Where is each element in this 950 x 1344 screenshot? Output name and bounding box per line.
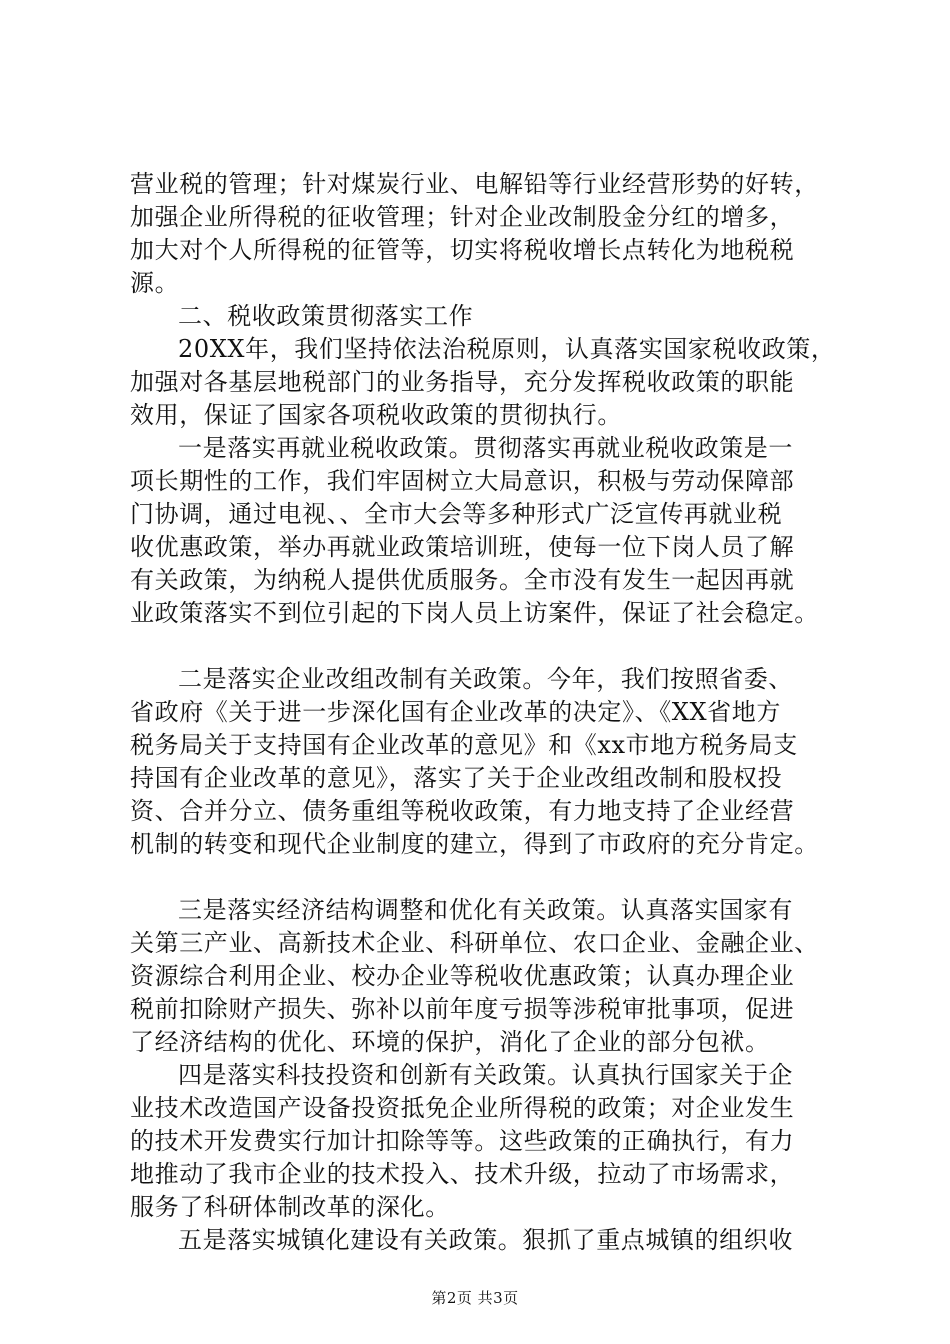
paragraph bbox=[130, 894, 830, 1059]
paragraph-gap bbox=[130, 861, 830, 894]
text-line: 门协调，通过电视、、全市大会等多种形式广泛宣传再就业税 bbox=[130, 500, 783, 528]
page-number: 第2页 共3页 bbox=[431, 1289, 519, 1307]
text-line: 20XX年，我们坚持依法治税原则，认真落实国家税收政策， bbox=[178, 335, 836, 363]
text-line: 四是落实科技投资和创新有关政策。认真执行国家关于企 bbox=[178, 1061, 793, 1089]
text-line: 三是落实经济结构调整和优化有关政策。认真落实国家有 bbox=[178, 896, 793, 924]
text-line: 了经济结构的优化、环境的保护，消化了企业的部分包袱。 bbox=[130, 1028, 770, 1056]
text-line: 收优惠政策，举办再就业政策培训班，使每一位下岗人员了解 bbox=[130, 533, 795, 561]
text-line: 效用，保证了国家各项税收政策的贯彻执行。 bbox=[130, 401, 622, 429]
text-line: 加强对各基层地税部门的业务指导，充分发挥税收政策的职能 bbox=[130, 368, 795, 396]
text-line: 关第三产业、高新技术企业、科研单位、农口企业、金融企业、 bbox=[130, 929, 819, 957]
text-line: 一是落实再就业税收政策。贯彻落实再就业税收政策是一 bbox=[178, 434, 793, 462]
text-line: 二是落实企业改组改制有关政策。今年，我们按照省委、 bbox=[178, 665, 793, 693]
text-line: 税前扣除财产损失、弥补以前年度亏损等涉税审批事项，促进 bbox=[130, 995, 795, 1023]
section-heading bbox=[130, 300, 830, 333]
text-line: 地推动了我市企业的技术投入、技术升级，拉动了市场需求， bbox=[130, 1160, 795, 1188]
document-body bbox=[130, 168, 836, 1257]
paragraph bbox=[130, 1224, 830, 1257]
text-line: 源。 bbox=[130, 269, 180, 297]
text-line: 资、合并分立、债务重组等税收政策，有力地支持了企业经营 bbox=[130, 797, 795, 825]
text-line: 营业税的管理；针对煤炭行业、电解铅等行业经营形势的好转， bbox=[130, 170, 819, 198]
text-line: 二、税收政策贯彻落实工作 bbox=[178, 302, 474, 330]
text-line: 业政策落实不到位引起的下岗人员上访案件，保证了社会稳定。 bbox=[130, 599, 819, 627]
text-line: 的技术开发费实行加计扣除等等。这些政策的正确执行，有力 bbox=[130, 1127, 795, 1155]
text-line: 项长期性的工作，我们牢固树立大局意识，积极与劳动保障部 bbox=[130, 467, 795, 495]
paragraph bbox=[130, 1059, 830, 1224]
text-line: 服务了科研体制改革的深化。 bbox=[130, 1193, 450, 1221]
text-line: 加强企业所得税的征收管理；针对企业改制股金分红的增多， bbox=[130, 203, 795, 231]
text-line: 机制的转变和现代企业制度的建立，得到了市政府的充分肯定。 bbox=[130, 830, 819, 858]
paragraph bbox=[130, 663, 830, 861]
page-footer bbox=[0, 1288, 950, 1308]
paragraph-gap bbox=[130, 630, 830, 663]
text-line: 业技术改造国产设备投资抵免企业所得税的政策；对企业发生 bbox=[130, 1094, 795, 1122]
paragraph bbox=[130, 333, 836, 432]
text-line: 持国有企业改革的意见》，落实了关于企业改组改制和股权投 bbox=[130, 764, 783, 792]
text-line: 税务局关于支持国有企业改革的意见》和《xx市地方税务局支 bbox=[130, 731, 798, 759]
text-line: 有关政策，为纳税人提供优质服务。全市没有发生一起因再就 bbox=[130, 566, 795, 594]
text-line: 省政府《关于进一步深化国有企业改革的决定》、《XX省地方 bbox=[130, 698, 781, 726]
paragraph bbox=[130, 168, 830, 300]
text-line: 资源综合利用企业、校办企业等税收优惠政策；认真办理企业 bbox=[130, 962, 795, 990]
paragraph bbox=[130, 432, 830, 630]
text-line: 加大对个人所得税的征管等，切实将税收增长点转化为地税税 bbox=[130, 236, 795, 264]
text-line: 五是落实城镇化建设有关政策。狠抓了重点城镇的组织收 bbox=[178, 1226, 793, 1254]
